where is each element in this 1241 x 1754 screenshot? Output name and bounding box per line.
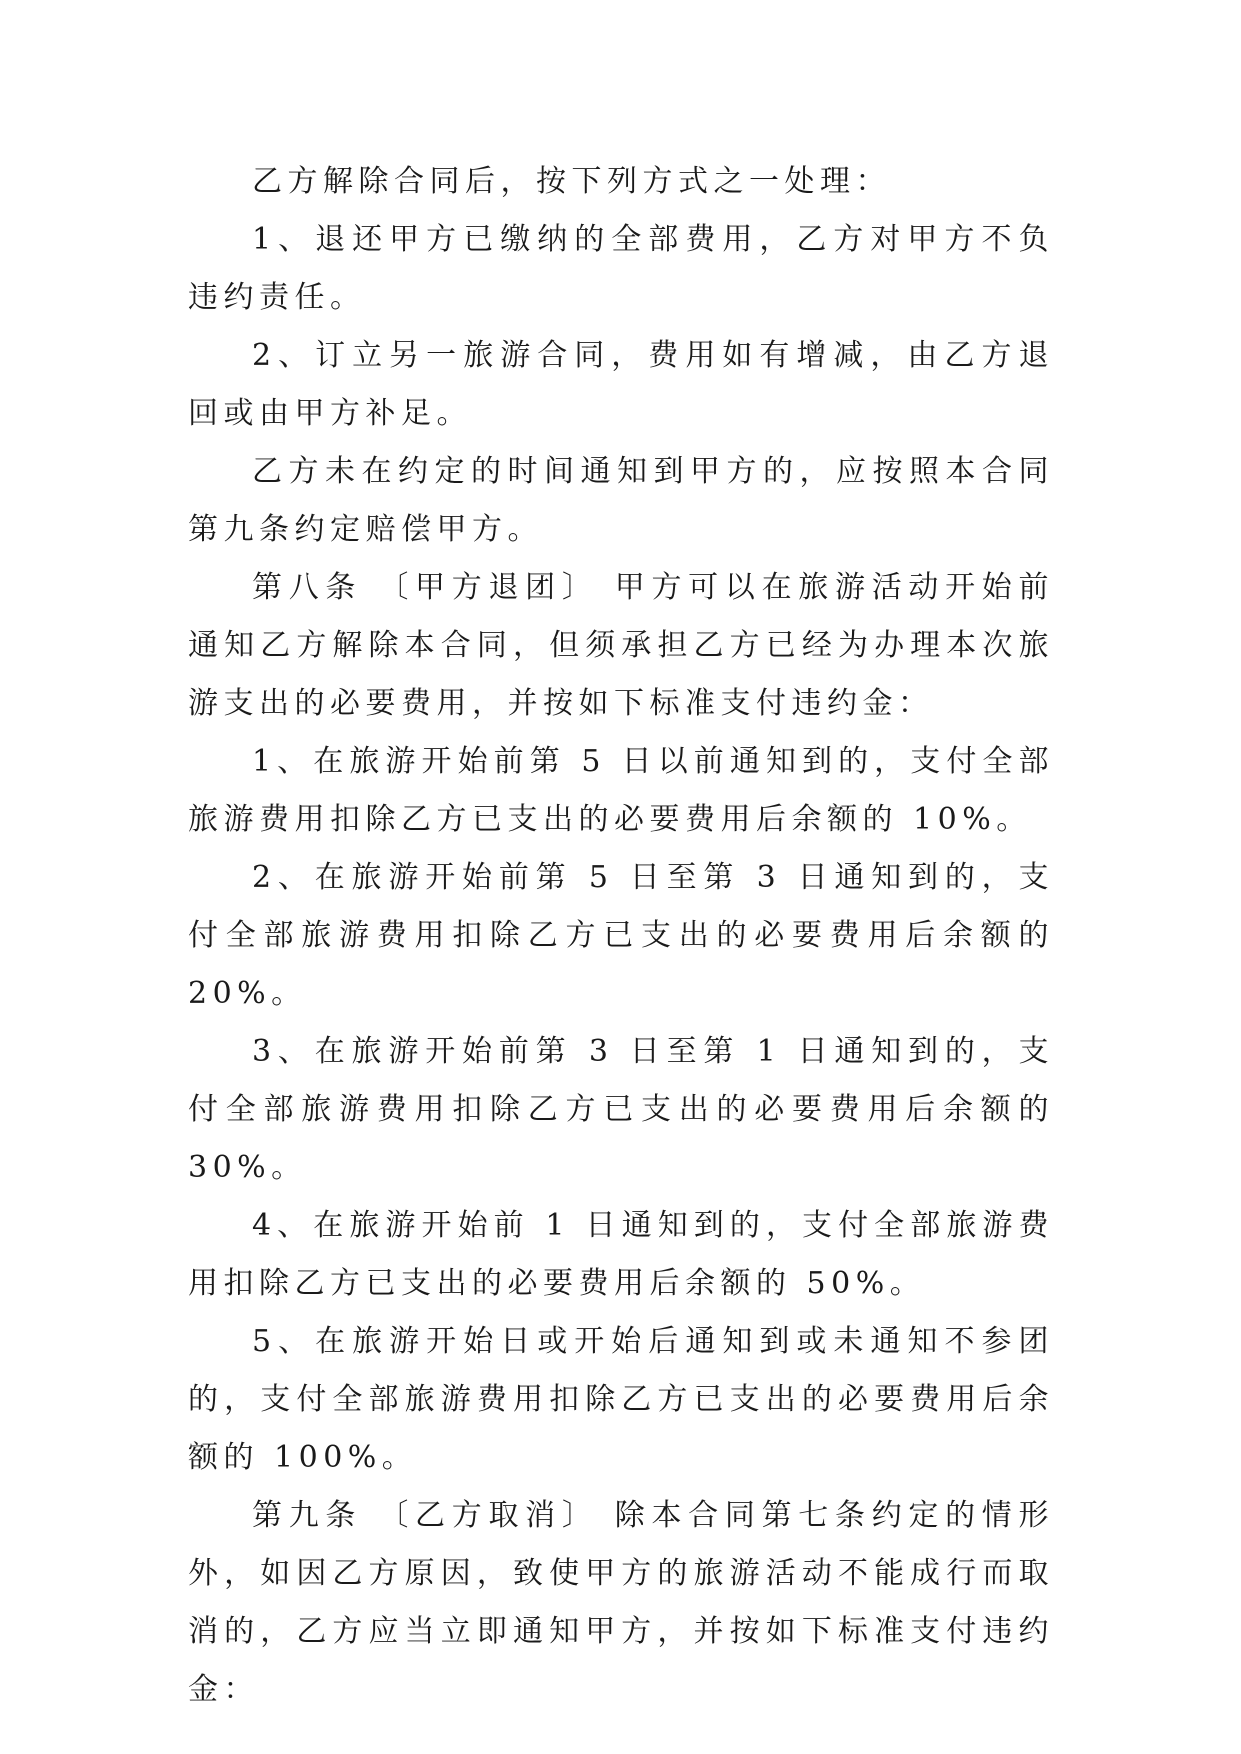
document-body	[188, 153, 1054, 1719]
paragraph-penalty-100: 5、在旅游开始日或开始后通知到或未通知不参团的，支付全部旅游费用扣除乙方已支出的必要费用后余额的 100%。	[188, 1324, 1054, 1475]
paragraph-late-notice: 乙方未在约定的时间通知到甲方的，应按照本合同第九条约定赔偿甲方。	[188, 454, 1054, 547]
paragraph-penalty-30: 3、在旅游开始前第 3 日至第 1 日通知到的，支付全部旅游费用扣除乙方已支出的必要费用后余额的 30%。	[188, 1034, 1054, 1185]
paragraph-refund-option: 1、退还甲方已缴纳的全部费用，乙方对甲方不负违约责任。	[188, 222, 1054, 315]
paragraph-penalty-10: 1、在旅游开始前第 5 日以前通知到的，支付全部旅游费用扣除乙方已支出的必要费用后余额的 10%。	[188, 744, 1054, 837]
paragraph-handling-methods: 乙方解除合同后，按下列方式之一处理：	[252, 164, 891, 199]
paragraph-article-9: 第九条 〔乙方取消〕 除本合同第七条约定的情形外，如因乙方原因，致使甲方的旅游活动不能成行而取消的，乙方应当立即通知甲方，并按如下标准支付违约金：	[188, 1498, 1054, 1707]
paragraph-penalty-20: 2、在旅游开始前第 5 日至第 3 日通知到的，支付全部旅游费用扣除乙方已支出的必要费用后余额的 20%。	[188, 860, 1054, 1011]
paragraph-new-contract-option: 2、订立另一旅游合同，费用如有增减，由乙方退回或由甲方补足。	[188, 338, 1054, 431]
paragraph-article-8: 第八条 〔甲方退团〕 甲方可以在旅游活动开始前通知乙方解除本合同，但须承担乙方已经为办理本次旅游支出的必要费用，并按如下标准支付违约金：	[188, 570, 1054, 721]
paragraph-penalty-50: 4、在旅游开始前 1 日通知到的，支付全部旅游费用扣除乙方已支出的必要费用后余额的 50%。	[188, 1208, 1054, 1301]
